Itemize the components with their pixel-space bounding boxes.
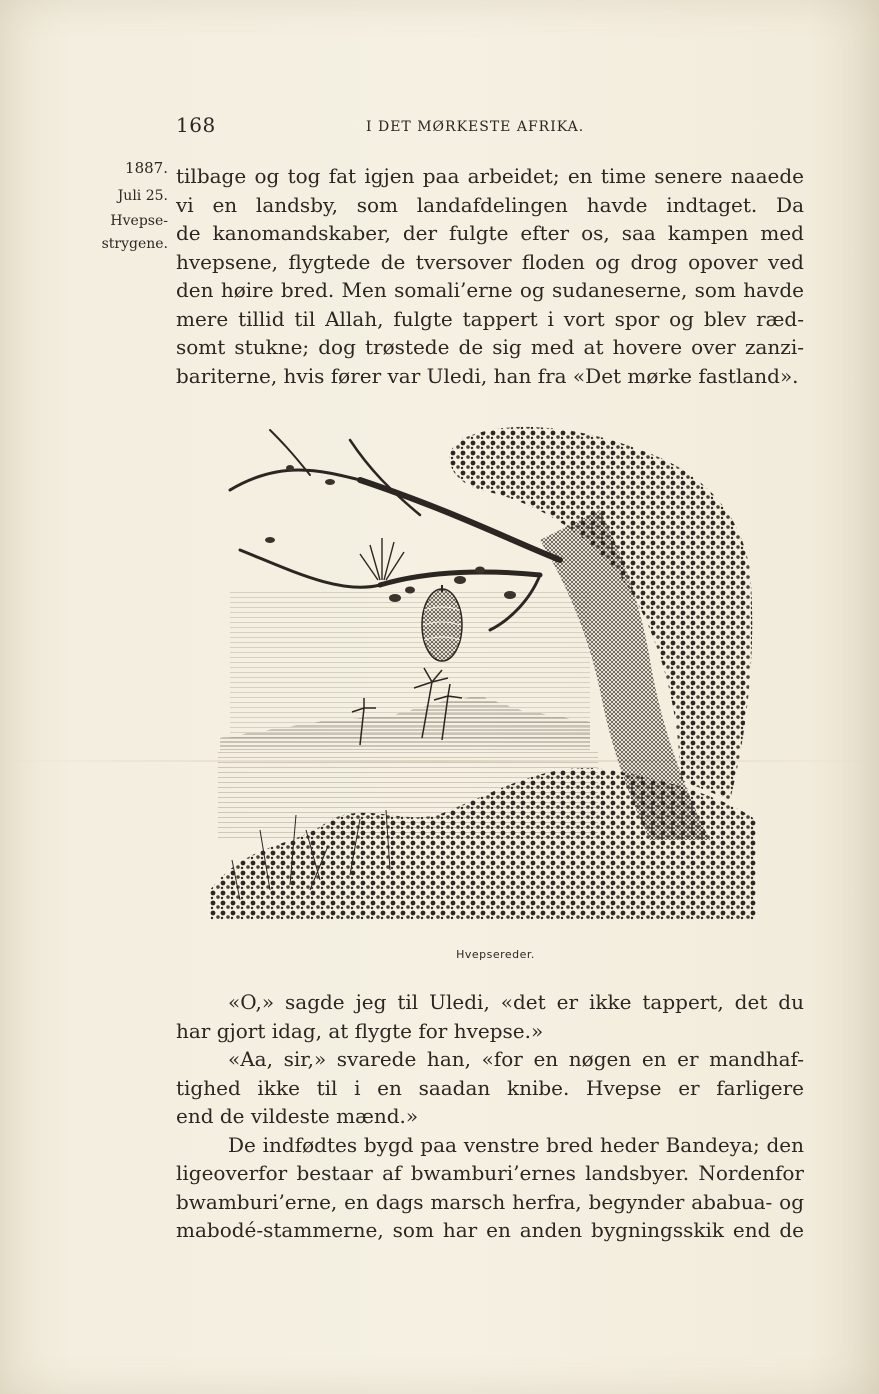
margin-note-date: Juli 25. bbox=[117, 188, 168, 204]
text-line: ligeoverfor bestaar af bwamburi’ernes landsbyer. Nordenfor bbox=[176, 1161, 804, 1185]
text-line: somt stukne; dog trøstede de sig med at hovere over zanzi- bbox=[176, 335, 804, 359]
text-line: hvepsene, flygtede de tversover floden og drog opover ved bbox=[176, 249, 804, 274]
page-number: 168 bbox=[176, 113, 216, 137]
margin-note-topic: Hvepse- bbox=[110, 213, 168, 229]
text-line: «O,» sagde jeg til Uledi, «det er ikke tappert, det du bbox=[228, 990, 804, 1014]
top-paragraph bbox=[176, 162, 804, 390]
text-line: mere tillid til Allah, fulgte tappert i vort spor og blev ræd- bbox=[176, 306, 804, 331]
text-line: end de vildeste mænd.» bbox=[176, 1104, 419, 1128]
text-line: har gjort idag, at flygte for hvepse.» bbox=[176, 1018, 544, 1043]
text-line: De indfødtes bygd paa venstre bred heder Bandeya; den bbox=[228, 1132, 804, 1157]
wasp-nest-engraving bbox=[210, 420, 756, 935]
bottom-paragraphs bbox=[176, 988, 804, 1245]
text-line: tighed ikke til i en saadan knibe. Hvepse er farligere bbox=[176, 1075, 804, 1100]
text-line: vi en landsby, som landafdelingen havde indtaget. Da bbox=[176, 192, 804, 217]
running-head: I DET MØRKESTE AFRIKA. bbox=[366, 119, 585, 135]
text-line: de kanomandskaber, der fulgte efter os, saa kampen med bbox=[176, 221, 804, 245]
text-line: bwamburi’erne, en dags marsch herfra, begynder ababua- og bbox=[176, 1189, 804, 1214]
text-line: tilbage og tog fat igjen paa arbeidet; en time senere naaede bbox=[176, 164, 804, 188]
text-line: mabodé-stammerne, som har en anden bygningsskik end de bbox=[176, 1218, 804, 1242]
figure-caption bbox=[0, 948, 879, 961]
margin-note-year: 1887. bbox=[125, 159, 168, 177]
caption-text: Hvepsereder. bbox=[456, 948, 535, 961]
text-line: «Aa, sir,» svarede han, «for en nøgen en er mandhaf- bbox=[228, 1047, 804, 1071]
page-header bbox=[176, 113, 802, 143]
text-line: den høire bred. Men somali’erne og sudaneserne, som havde bbox=[176, 278, 804, 302]
margin-note-topic: strygene. bbox=[101, 236, 168, 252]
epiphyte-plant bbox=[360, 538, 404, 580]
text-line: bariterne, hvis fører var Uledi, han fra «Det mørke fastland». bbox=[176, 363, 799, 388]
